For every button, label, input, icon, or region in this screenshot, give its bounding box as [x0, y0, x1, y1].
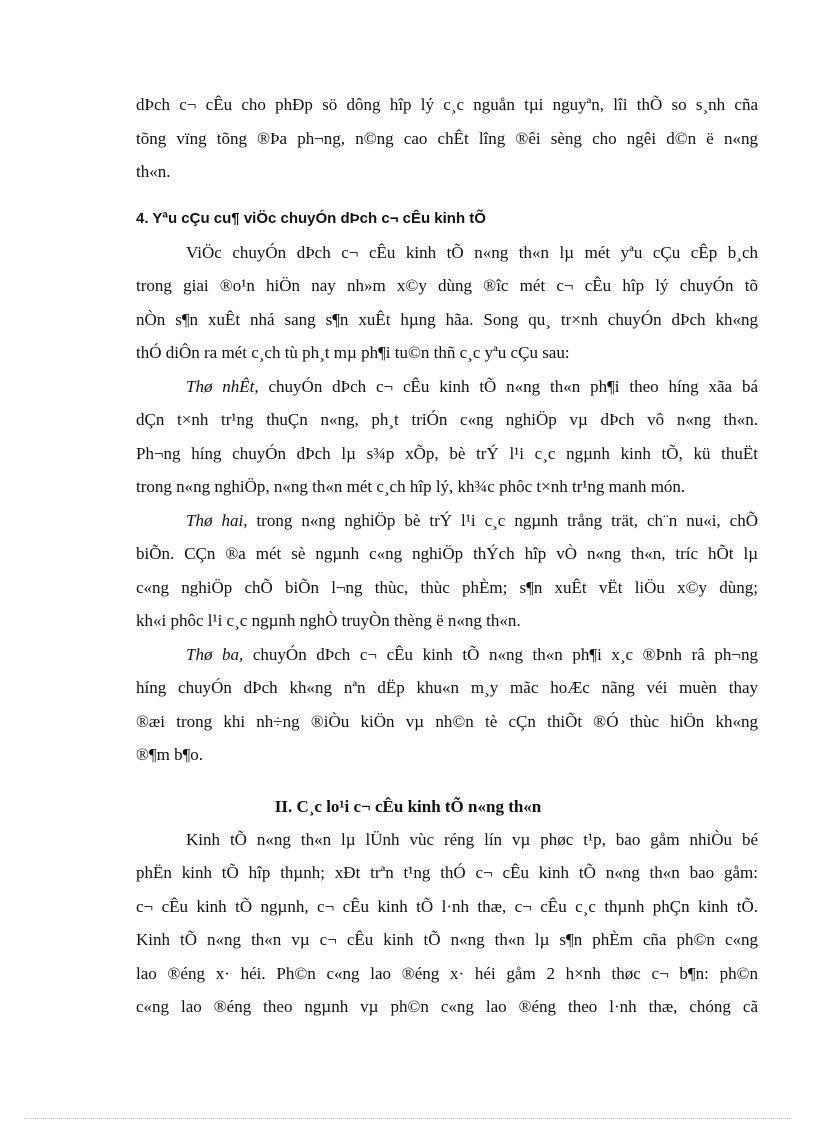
section-heading: 4. Yªu cÇu cu¶ viÖc chuyÓn dÞch c¬ cÊu kinh tÕ: [136, 210, 486, 227]
paragraph-line: dÞch c¬ cÊu cho phÐp sö dông hîp lý c¸c nguån tµi nguyªn, lîi thÕ so s¸nh cña: [136, 95, 758, 114]
paragraph-line: c«ng nghiÖp chÕ biÕn l¬ng thùc, thùc phÈm; s¶n xuÊt vËt liÖu x©y dùng;: [136, 578, 758, 597]
paragraph-line: th«n.: [136, 162, 171, 181]
paragraph-line: [186, 644, 758, 666]
paragraph-line: tõng vïng tõng ®Þa ph¬ng, n©ng cao chÊt lîng ®êi sèng cho ngêi d©n ë n«ng: [136, 129, 758, 148]
paragraph-line: kh«i phôc l¹i c¸c ngµnh nghÒ truyÒn thèng ë n«ng th«n.: [136, 611, 521, 630]
paragraph-line: nÒn s¶n xuÊt nhá sang s¶n xuÊt hµng hãa. Song qu¸ tr×nh chuyÓn dÞch kh«ng: [136, 310, 758, 329]
paragraph-line: thÓ diÔn ra mét c¸ch tù ph¸t mµ ph¶i tu©n thñ c¸c yªu cÇu sau:: [136, 343, 570, 362]
paragraph-text: , chuyÓn dÞch c¬ cÊu kinh tÕ n«ng th«n ph¶i theo híng xãa bá: [254, 377, 758, 396]
paragraph-line: biÕn. CÇn ®a mét sè ngµnh c«ng nghiÖp thÝch hîp vÒ n«ng th«n, tríc hÕt lµ: [136, 544, 758, 563]
paragraph-line: phËn kinh tÕ hîp thµnh; xÐt trªn t¹ng thÓ c¬ cÊu kinh tÕ n«ng th«n bao gåm:: [136, 863, 758, 882]
chapter-heading: II. C¸c lo¹i c¬ cÊu kinh tÕ n«ng th«n: [274, 797, 542, 816]
paragraph-line: ®¶m b¶o.: [136, 745, 204, 764]
paragraph-line: c¬ cÊu kinh tÕ ngµnh, c¬ cÊu kinh tÕ l·nh thæ, c¬ cÊu c¸c thµnh phÇn kinh tÕ.: [136, 897, 758, 916]
page-bottom-divider: [24, 1118, 792, 1119]
paragraph-line: dÇn t×nh tr¹ng thuÇn n«ng, ph¸t triÓn c«ng nghiÖp vµ dÞch vô n«ng th«n.: [136, 410, 758, 429]
paragraph-line: [186, 510, 758, 532]
paragraph-line: Kinh tÕ n«ng th«n vµ c¬ cÊu kinh tÕ n«ng th«n lµ s¶n phÈm cña ph©n c«ng: [136, 930, 758, 949]
paragraph-lead: Thø ba,: [186, 645, 244, 664]
paragraph-line: Ph¬ng híng chuyÓn dÞch lµ s¾p xÕp, bè trÝ l¹i c¸c ngµnh kinh tÕ, kü thuËt: [136, 444, 758, 463]
paragraph-line: ®æi trong khi nh÷ng ®iÒu kiÖn vµ nh©n tè cÇn thiÕt ®Ó thùc hiÖn kh«ng: [136, 712, 758, 731]
paragraph-line: lao ®éng x· héi. Ph©n c«ng lao ®éng x· héi gåm 2 h×nh thøc c¬ b¶n: ph©n: [136, 964, 758, 983]
paragraph-line: híng chuyÓn dÞch kh«ng nªn dËp khu«n m¸y mãc hoÆc nãng véi muèn thay: [136, 678, 758, 697]
paragraph-lead: Thø nhÊt: [186, 377, 255, 396]
paragraph-line: [186, 376, 758, 398]
paragraph-line: ViÖc chuyÓn dÞch c¬ cÊu kinh tÕ n«ng th«n lµ mét yªu cÇu cÊp b¸ch: [186, 243, 758, 262]
paragraph-text: chuyÓn dÞch c¬ cÊu kinh tÕ n«ng th«n ph¶i x¸c ®Þnh râ ph¬ng: [243, 645, 758, 664]
paragraph-lead: Thø hai: [186, 511, 244, 530]
paragraph-line: trong n«ng nghiÖp, n«ng th«n mét c¸ch hîp lý, kh¾c phôc t×nh tr¹ng manh món.: [136, 477, 686, 496]
paragraph-line: trong giai ®o¹n hiÖn nay nh»m x©y dùng ®îc mét c¬ cÊu hîp lý chuyÓn tõ: [136, 276, 758, 295]
paragraph-line: Kinh tÕ n«ng th«n lµ lÜnh vùc réng lín vµ phøc t¹p, bao gåm nhiÒu bé: [186, 830, 758, 849]
paragraph-line: c«ng lao ®éng theo ngµnh vµ ph©n c«ng lao ®éng theo l·nh thæ, chóng cã: [136, 997, 758, 1016]
paragraph-text: , trong n«ng nghiÖp bè trÝ l¹i c¸c ngµnh trång trät, ch¨n nu«i, chÕ: [243, 511, 758, 530]
